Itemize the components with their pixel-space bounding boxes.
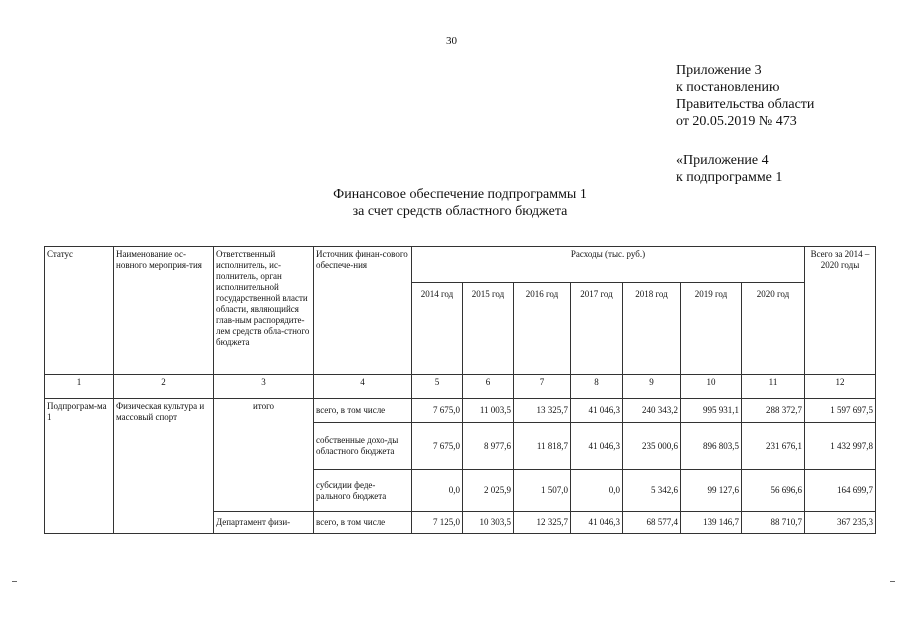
title-line: за счет средств областного бюджета bbox=[352, 204, 568, 219]
value-cell: 0,0 bbox=[571, 470, 623, 512]
value-cell: 11 818,7 bbox=[514, 423, 571, 470]
value-cell: 1 597 697,5 bbox=[805, 399, 876, 423]
value-cell: 13 325,7 bbox=[514, 399, 571, 423]
executor-cell: Департамент физи- bbox=[214, 512, 314, 534]
value-cell: 367 235,3 bbox=[805, 512, 876, 534]
page-number: 30 bbox=[446, 35, 457, 47]
value-cell: 68 577,4 bbox=[623, 512, 681, 534]
header-year: 2018 год bbox=[623, 283, 681, 375]
value-cell: 12 325,7 bbox=[514, 512, 571, 534]
value-cell: 11 003,5 bbox=[463, 399, 514, 423]
value-cell: 99 127,6 bbox=[681, 470, 742, 512]
value-cell: 10 303,5 bbox=[463, 512, 514, 534]
header-year: 2019 год bbox=[681, 283, 742, 375]
header-year: 2016 год bbox=[514, 283, 571, 375]
value-cell: 56 696,6 bbox=[742, 470, 805, 512]
value-cell: 7 675,0 bbox=[412, 399, 463, 423]
value-cell: 139 146,7 bbox=[681, 512, 742, 534]
column-number: 6 bbox=[463, 375, 514, 399]
value-cell: 235 000,6 bbox=[623, 423, 681, 470]
column-number: 9 bbox=[623, 375, 681, 399]
source-cell: собственные дохо-ды областного бюджета bbox=[314, 423, 412, 470]
value-cell: 288 372,7 bbox=[742, 399, 805, 423]
value-cell: 41 046,3 bbox=[571, 423, 623, 470]
value-cell: 2 025,9 bbox=[463, 470, 514, 512]
status-cell: Подпрограм-ма 1 bbox=[45, 399, 114, 534]
appendix-line: Правительства области bbox=[676, 97, 815, 112]
appendix-line: к подпрограмме 1 bbox=[676, 170, 783, 185]
value-cell: 240 343,2 bbox=[623, 399, 681, 423]
header-source: Источник финан-сового обеспече-ния bbox=[314, 247, 412, 375]
value-cell: 1 432 997,8 bbox=[805, 423, 876, 470]
value-cell: 41 046,3 bbox=[571, 399, 623, 423]
value-cell: 0,0 bbox=[412, 470, 463, 512]
column-number: 3 bbox=[214, 375, 314, 399]
value-cell: 7 675,0 bbox=[412, 423, 463, 470]
title-line: Финансовое обеспечение подпрограммы 1 bbox=[333, 187, 587, 202]
column-number: 10 bbox=[681, 375, 742, 399]
activity-cell: Физическая культура и массовый спорт bbox=[114, 399, 214, 534]
column-number: 12 bbox=[805, 375, 876, 399]
value-cell: 995 931,1 bbox=[681, 399, 742, 423]
appendix-line: от 20.05.2019 № 473 bbox=[676, 114, 797, 129]
appendix-line: «Приложение 4 bbox=[676, 153, 769, 168]
appendix-reference bbox=[676, 152, 782, 186]
header-year: 2020 год bbox=[742, 283, 805, 375]
scan-edge-mark bbox=[12, 581, 17, 582]
column-number: 2 bbox=[114, 375, 214, 399]
appendix-block bbox=[676, 62, 814, 130]
finance-table bbox=[44, 246, 876, 534]
column-number: 1 bbox=[45, 375, 114, 399]
header-year: 2015 год bbox=[463, 283, 514, 375]
executor-cell: итого bbox=[214, 399, 314, 512]
source-cell: субсидии феде-рального бюджета bbox=[314, 470, 412, 512]
value-cell: 88 710,7 bbox=[742, 512, 805, 534]
appendix-line: к постановлению bbox=[676, 80, 780, 95]
value-cell: 7 125,0 bbox=[412, 512, 463, 534]
value-cell: 164 699,7 bbox=[805, 470, 876, 512]
value-cell: 8 977,6 bbox=[463, 423, 514, 470]
column-number-row bbox=[45, 375, 876, 399]
column-number: 8 bbox=[571, 375, 623, 399]
column-number: 5 bbox=[412, 375, 463, 399]
document-title bbox=[260, 186, 660, 220]
header-status: Статус bbox=[45, 247, 114, 375]
header-activity: Наименование ос-новного мероприя-тия bbox=[114, 247, 214, 375]
value-cell: 5 342,6 bbox=[623, 470, 681, 512]
value-cell: 231 676,1 bbox=[742, 423, 805, 470]
source-cell: всего, в том числе bbox=[314, 399, 412, 423]
column-number: 4 bbox=[314, 375, 412, 399]
scan-edge-mark bbox=[890, 581, 895, 582]
column-number: 7 bbox=[514, 375, 571, 399]
header-executor: Ответственный исполнитель, ис-полнитель, орган исполнительной государственной власти области, являющийся глав-ным распорядите-лем средств обла-стного бюджета bbox=[214, 247, 314, 375]
value-cell: 41 046,3 bbox=[571, 512, 623, 534]
column-number: 11 bbox=[742, 375, 805, 399]
appendix-line: Приложение 3 bbox=[676, 63, 762, 78]
header-expenses: Расходы (тыс. руб.) bbox=[412, 247, 805, 283]
value-cell: 1 507,0 bbox=[514, 470, 571, 512]
header-year: 2017 год bbox=[571, 283, 623, 375]
header-year: 2014 год bbox=[412, 283, 463, 375]
source-cell: всего, в том числе bbox=[314, 512, 412, 534]
header-total: Всего за 2014 – 2020 годы bbox=[805, 247, 876, 375]
value-cell: 896 803,5 bbox=[681, 423, 742, 470]
table-row bbox=[45, 399, 876, 423]
